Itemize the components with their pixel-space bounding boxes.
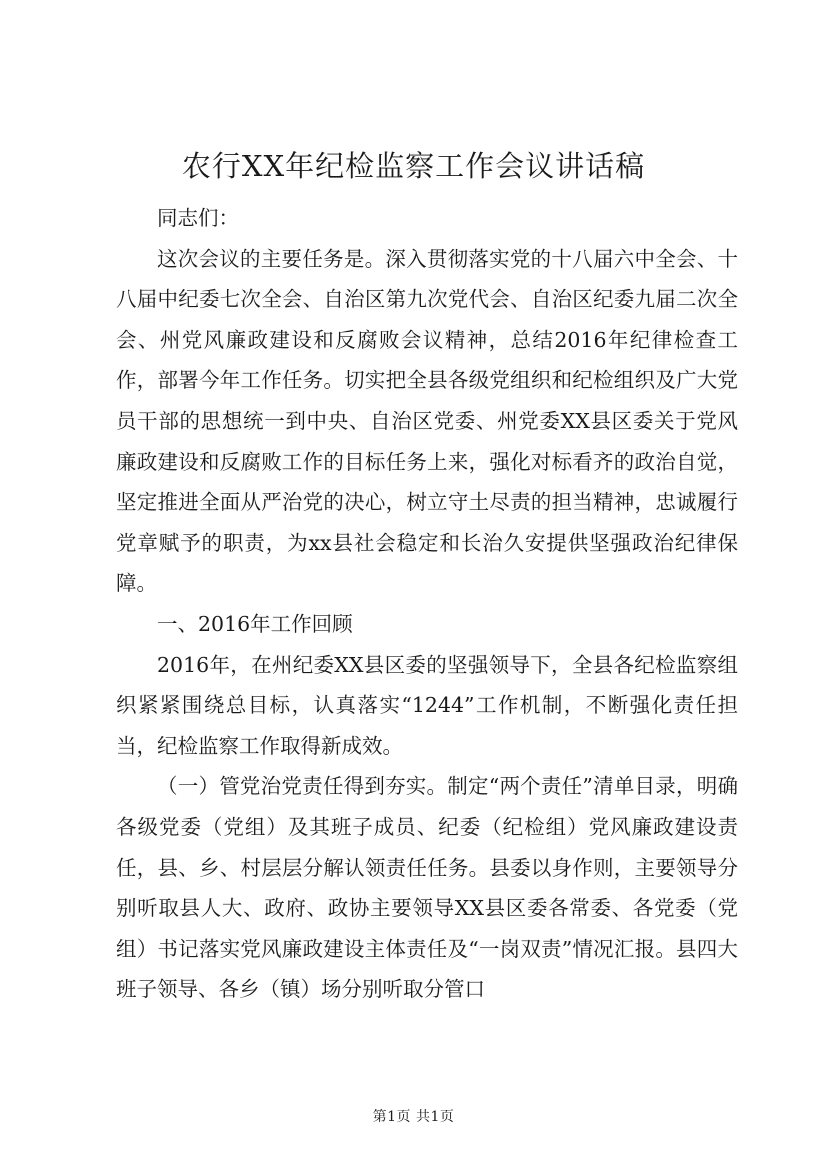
subsection-paragraph: （一）管党治党责任得到夯实。制定“两个责任”清单目录，明确各级党委（党组）及其班子成员、纪委（纪检组）党风廉政建设责任，县、乡、村层层分解认领责任任务。县委以身作则，主要领导分别听取县人大、政府、政协主要领导XX县区委各常委、各党委（党组）书记落实党风廉政建设主体责任及“一岗双责”情况汇报。县四大班子领导、各乡（镇）场分别听取分管口 [116,774,738,1002]
section-heading: 一、2016年工作回顾 [157,611,353,636]
page-footer: 第1页 共1页 [372,1109,455,1125]
intro-paragraph: 这次会议的主要任务是。深入贯彻落实党的十八届六中全会、十八届中纪委七次全会、自治区第九次党代会、自治区纪委九届二次全会、州党风廉政建设和反腐败会议精神，总结2016年纪律检查工作，部署今年工作任务。切实把全县各级党组织和纪检组织及广大党员干部的思想统一到中央、自治区党委、州党委XX县区委关于党风廉政建设和反腐败工作的目标任务上来，强化对标看齐的政治自觉，坚定推进全面从严治党的决心，树立守土尽责的担当精神，忠诚履行党章赋予的职责，为xx县社会稳定和长治久安提供坚强政治纪律保障。 [116,246,738,596]
salutation-paragraph: 同志们： [157,206,239,230]
document-body [116,198,738,1010]
review-paragraph: 2016年，在州纪委XX县区委的坚强领导下，全县各纪检监察组织紧紧围绕总目标，认真落实“1244”工作机制，不断强化责任担当，纪检监察工作取得新成效。 [116,652,738,758]
document-title: 农行XX年纪检监察工作会议讲话稿 [181,149,646,183]
